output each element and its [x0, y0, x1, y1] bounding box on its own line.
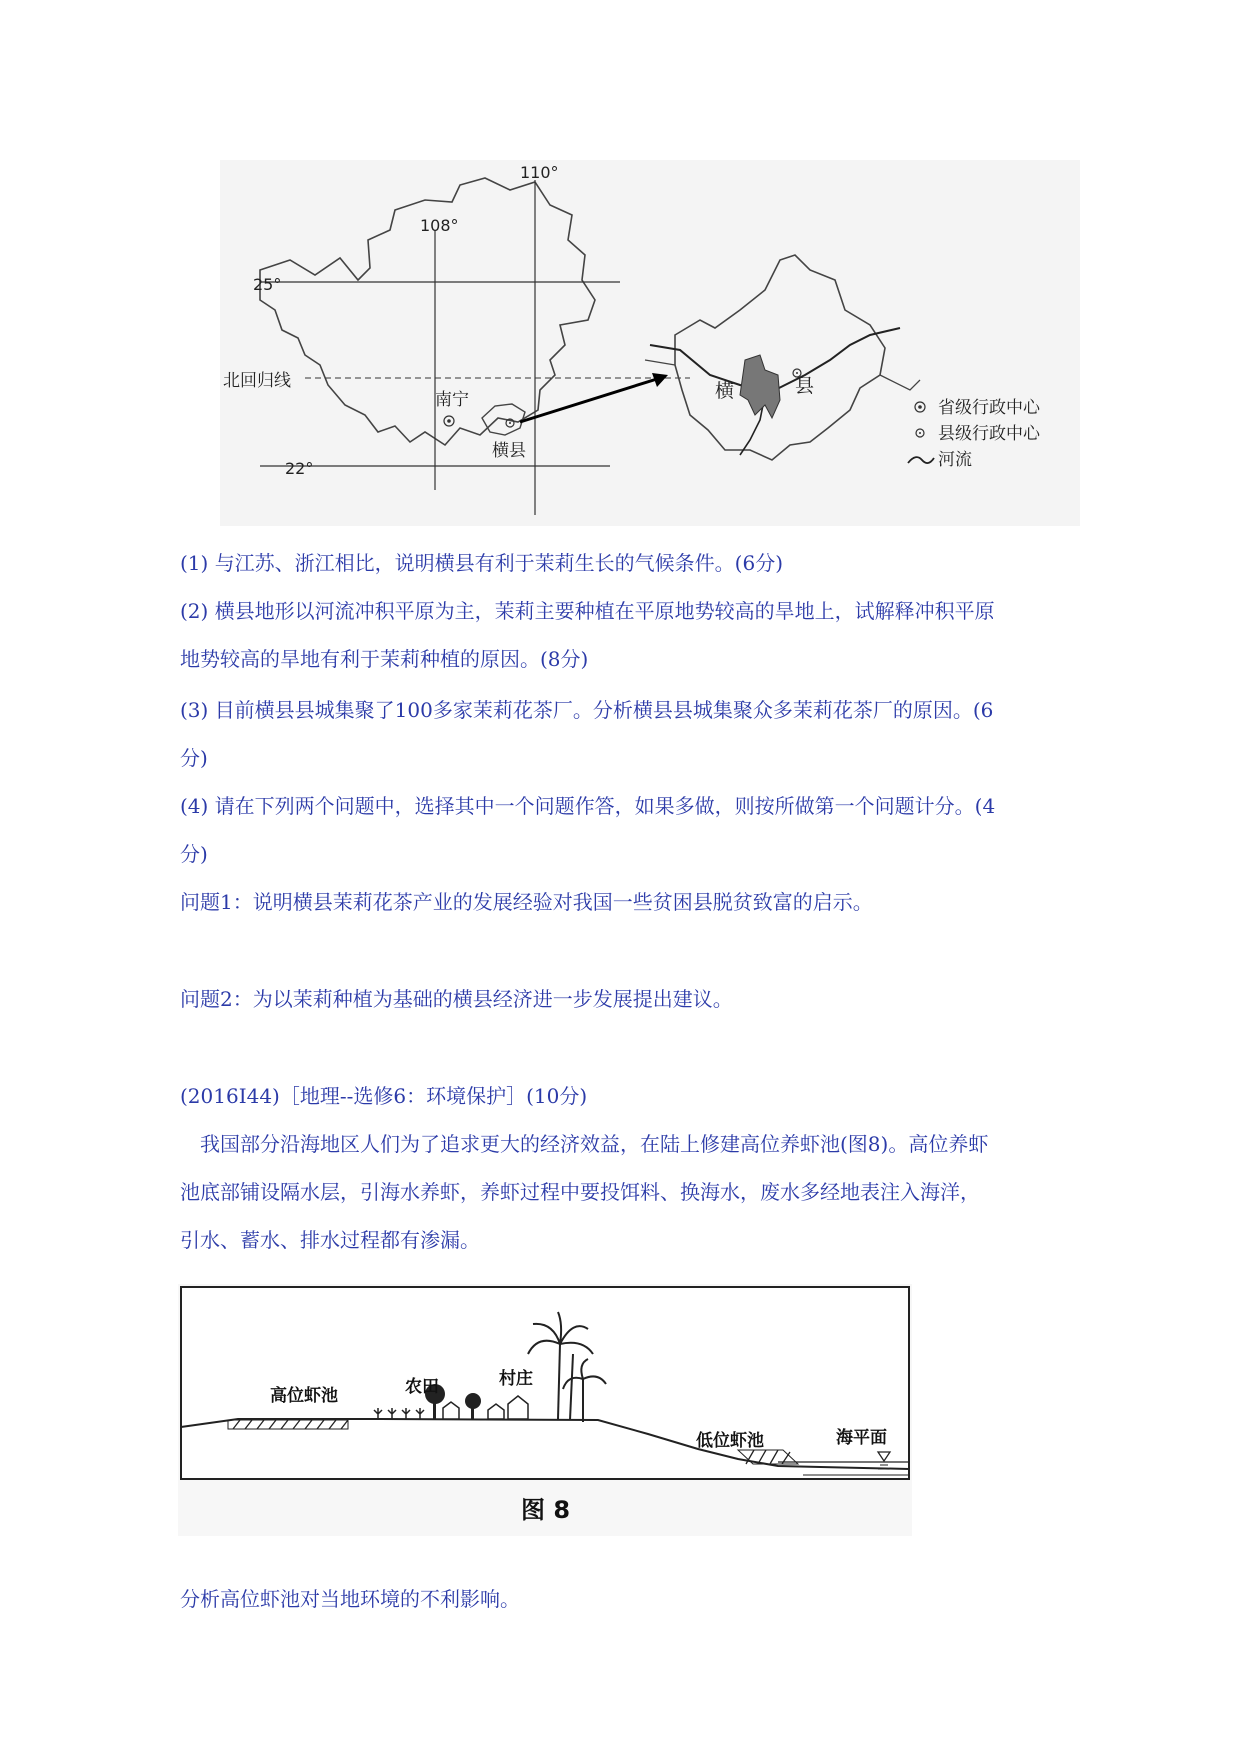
lon-108-label: 108° — [420, 216, 459, 235]
problem-1: 问题1：说明横县茉莉花茶产业的发展经验对我国一些贫困县脱贫致富的启示。 — [180, 890, 873, 914]
tropic-label: 北回归线 — [223, 371, 291, 391]
problem-2: 问题2：为以茉莉种植为基础的横县经济进一步发展提出建议。 — [180, 987, 733, 1011]
lat-25-label: 25° — [253, 275, 282, 294]
section-2-question: 分析高位虾池对当地环境的不利影响。 — [180, 1587, 520, 1611]
section-2-para-line-2: 池底部铺设隔水层，引海水养虾，养虾过程中要投饵料、换海水，废水多经地表注入海洋， — [180, 1180, 980, 1204]
question-3-line-2: 分) — [180, 746, 208, 770]
question-1: (1) 与江苏、浙江相比，说明横县有利于茉莉生长的气候条件。(6分) — [180, 551, 784, 575]
section-2-header: (2016Ⅰ44)［地理--选修6：环境保护］(10分) — [180, 1084, 588, 1108]
village-label: 村庄 — [499, 1369, 533, 1389]
inset-label-heng: 横 — [715, 380, 735, 402]
section-2-para-line-3: 引水、蓄水、排水过程都有渗漏。 — [180, 1228, 480, 1252]
figure-8 — [178, 1284, 912, 1536]
inset-label-xian: 县 — [795, 375, 815, 397]
section-2-para-line-1: 我国部分沿海地区人们为了追求更大的经济效益，在陆上修建高位养虾池(图8)。高位养虾 — [180, 1132, 989, 1156]
question-4-line-2: 分) — [180, 842, 208, 866]
legend-county: 县级行政中心 — [938, 424, 1040, 444]
legend-provincial: 省级行政中心 — [938, 398, 1040, 418]
question-2-line-1: (2) 横县地形以河流冲积平原为主，茉莉主要种植在平原地势较高的旱地上，试解释冲积平原 — [180, 599, 995, 623]
sea-level-label: 海平面 — [836, 1428, 887, 1448]
nanning-label: 南宁 — [435, 390, 469, 410]
lon-110-label: 110° — [520, 163, 559, 182]
guangxi-map-figure — [220, 160, 1080, 526]
high-pond-label: 高位虾池 — [270, 1386, 338, 1406]
question-3-line-1: (3) 目前横县县城集聚了100多家茉莉花茶厂。分析横县县城集聚众多茉莉花茶厂的原因。(6 — [180, 698, 994, 722]
low-pond-label: 低位虾池 — [696, 1431, 764, 1451]
farmland-label: 农田 — [405, 1377, 439, 1397]
figure-8-caption: 图 8 — [521, 1496, 571, 1524]
question-2-line-2: 地势较高的旱地有利于茉莉种植的原因。(8分) — [180, 647, 589, 671]
hengxian-label: 横县 — [492, 441, 526, 461]
lat-22-label: 22° — [285, 459, 314, 478]
legend-river: 河流 — [938, 450, 972, 470]
question-4-line-1: (4) 请在下列两个问题中，选择其中一个问题作答，如果多做，则按所做第一个问题计分。(4 — [180, 794, 996, 818]
